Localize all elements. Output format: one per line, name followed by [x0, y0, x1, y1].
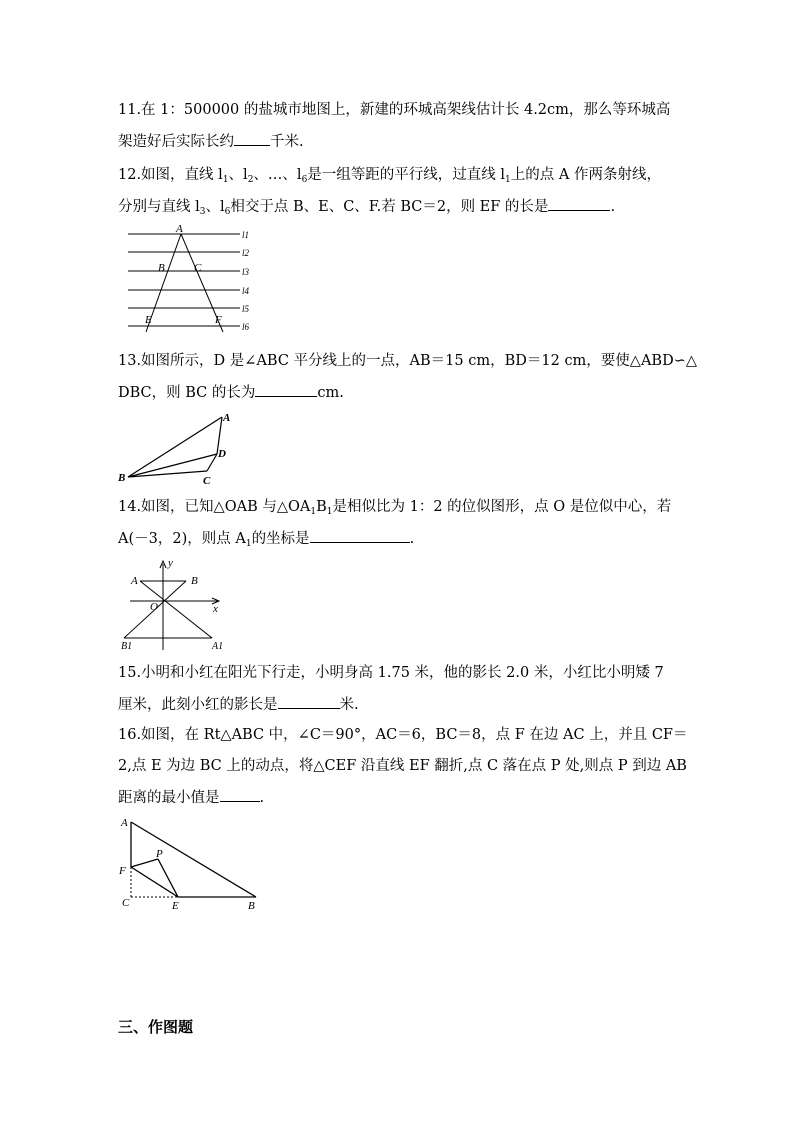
label-A: A — [223, 412, 231, 424]
section-heading: 三、作图题 — [118, 1018, 194, 1036]
label-x: x — [213, 603, 218, 615]
q15-line2 — [118, 694, 359, 715]
label-B1: B1 — [121, 641, 133, 652]
q14-t: 是相似比为 1：2 的位似图形，点 O 是位似中心，若 — [332, 499, 672, 515]
q12-t: 上的点 A 作两条射线， — [510, 167, 661, 183]
q14-line1 — [118, 497, 671, 522]
label-y: y — [168, 557, 173, 569]
label-l1: l1 — [242, 230, 250, 240]
label-C: C — [194, 262, 202, 274]
q12-sub: 1 — [222, 175, 229, 185]
q12-line2 — [118, 196, 615, 222]
q14-t: 14.如图，已知△OAB 与△OA — [118, 499, 311, 515]
q13-t: cm. — [317, 385, 344, 401]
label-F: F — [215, 314, 222, 326]
q12-t: 、l — [228, 167, 248, 183]
label-A1: A1 — [212, 641, 224, 652]
label-B: B — [118, 472, 126, 484]
label-A: A — [131, 575, 138, 587]
q14-sub: 1 — [310, 507, 317, 517]
q11-text1: 11.在 1：500000 的盐城市地图上，新建的环城高架线估计长 4.2cm，那么等环城高 — [118, 102, 671, 118]
label-A: A — [176, 223, 183, 235]
label-l5: l5 — [242, 304, 250, 314]
q12-line1 — [118, 165, 661, 190]
answer-blank — [548, 196, 610, 211]
q14-t: . — [409, 531, 415, 547]
answer-blank — [310, 528, 410, 543]
q12-t: 、l — [205, 199, 225, 215]
segment-FE — [131, 867, 178, 897]
segment-FP — [131, 859, 158, 867]
q11-text3: 千米. — [270, 134, 304, 150]
label-B: B — [191, 575, 198, 587]
label-C: C — [203, 475, 211, 487]
label-E: E — [145, 314, 152, 326]
q12-sub: 1 — [505, 175, 511, 185]
q11-text2: 架造好后实际长约 — [118, 134, 234, 150]
q15-t: 15.小明和小红在阳光下行走，小明身高 1.75 米，他的影长 2.0 米，小红比小明矮 7 — [118, 665, 664, 681]
q13-line1 — [118, 351, 697, 371]
segment-AB — [131, 822, 256, 897]
q16-line1 — [118, 725, 687, 745]
label-P: P — [156, 848, 163, 860]
q12-t: 、…、l — [253, 167, 302, 183]
q16-t: 距离的最小值是 — [118, 790, 220, 806]
q16-t: 16.如图，在 Rt△ABC 中，∠C＝90°，AC＝6，BC＝8，点 F 在边 AC 上，并且 CF＝ — [118, 727, 688, 743]
label-C: C — [122, 897, 130, 909]
label-l3: l3 — [242, 267, 250, 277]
label-B: B — [158, 262, 165, 274]
label-O: O — [150, 601, 158, 613]
q14-line2 — [118, 528, 414, 554]
q14-t: B — [316, 499, 327, 515]
q16-line2 — [118, 756, 687, 776]
q12-sub: 3 — [199, 207, 206, 217]
q14-figure — [118, 556, 230, 652]
q16-t: . — [259, 790, 265, 806]
label-l4: l4 — [242, 286, 250, 296]
q12-t: 是一组等距的平行线，过直线 l — [307, 167, 506, 183]
q11-line1 — [118, 100, 670, 120]
q12-t: 分别与直线 l — [118, 199, 200, 215]
q14-t: 的坐标是 — [251, 531, 310, 547]
q14-sub: 1 — [245, 539, 252, 549]
label-B: B — [248, 900, 255, 912]
q13-t: DBC，则 BC 的长为 — [118, 385, 256, 401]
label-l2: l2 — [242, 248, 250, 258]
label-F: F — [119, 865, 126, 877]
answer-blank — [220, 787, 260, 802]
q14-t: A(－3，2)，则点 A — [118, 531, 246, 547]
segment-BA — [128, 417, 222, 477]
answer-blank — [234, 131, 270, 146]
label-D: D — [218, 448, 226, 460]
answer-blank — [278, 694, 340, 709]
q16-figure — [116, 812, 266, 912]
q12-figure — [120, 222, 260, 334]
q15-line1 — [118, 663, 664, 683]
q13-figure — [116, 409, 240, 487]
q12-sub: 6 — [224, 207, 231, 217]
q12-t: 12.如图，直线 l — [118, 167, 223, 183]
answer-blank — [255, 382, 317, 397]
q14-sub: 1 — [326, 507, 333, 517]
q13-t: 13.如图所示，D 是∠ABC 平分线上的一点，AB＝15 cm，BD＝12 cm，要使△ABD∽△ — [118, 353, 698, 369]
q12-sub: 6 — [301, 175, 308, 185]
q12-t: . — [610, 199, 616, 215]
q11-line2 — [118, 131, 304, 152]
q12-t: 相交于点 B、E、C、F.若 BC＝2，则 EF 的长是 — [230, 199, 549, 215]
label-A: A — [121, 817, 128, 829]
label-l6: l6 — [242, 322, 250, 332]
q13-line2 — [118, 382, 344, 403]
q12-sub: 2 — [247, 175, 254, 185]
q15-t: 米. — [339, 697, 359, 713]
q15-t: 厘米，此刻小红的影长是 — [118, 697, 278, 713]
label-E: E — [172, 900, 179, 912]
q16-t: 2,点 E 为边 BC 上的动点，将△CEF 沿直线 EF 翻折,点 C 落在点 P 处,则点 P 到边 AB — [118, 758, 687, 774]
q16-line3 — [118, 787, 264, 808]
